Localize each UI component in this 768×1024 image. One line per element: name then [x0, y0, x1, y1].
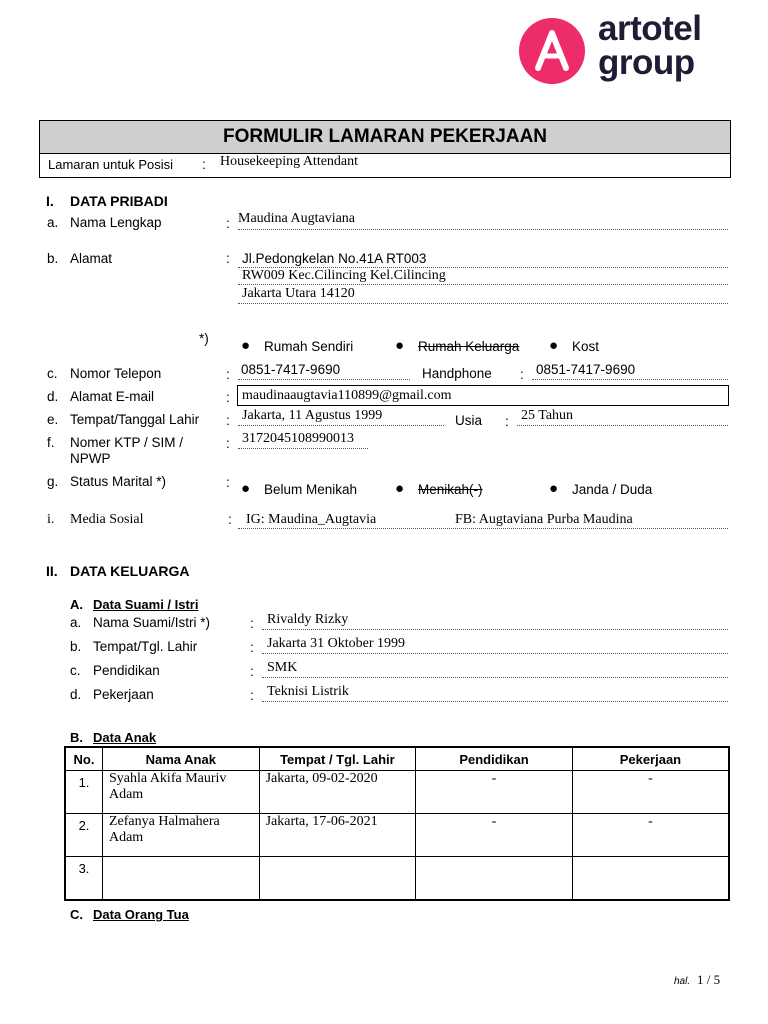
nama-letter: a.	[47, 215, 59, 230]
colon: :	[226, 436, 230, 451]
colon: :	[226, 251, 230, 266]
email-label: Alamat E-mail	[70, 389, 155, 404]
form-title-box	[39, 120, 731, 178]
sosmed-fb[interactable]: FB: Augtaviana Purba Maudina	[455, 512, 633, 527]
anak-cell-nama[interactable]: Zefanya Halmahera Adam	[102, 814, 259, 857]
suami-pekerjaan-field[interactable]: Teknisi Listrik	[262, 684, 728, 702]
footer-hal-label: hal.	[674, 976, 691, 987]
anak-cell-pendidikan[interactable]	[416, 857, 573, 901]
anak-cell-pekerjaan[interactable]: -	[572, 814, 729, 857]
colon: :	[226, 367, 230, 382]
footer-page-number: 1 / 5	[697, 972, 721, 987]
usia-label: Usia	[455, 413, 483, 428]
marital-option-menikah[interactable]: Menikah(-)	[418, 482, 483, 497]
suami-pendidikan-label: Pendidikan	[93, 663, 160, 678]
anak-cell-no: 1.	[65, 771, 102, 814]
suami-title: Data Suami / Istri	[93, 597, 199, 612]
form-title: FORMULIR LAMARAN PEKERJAAN	[40, 121, 730, 154]
suami-pekerjaan-label: Pekerjaan	[93, 687, 154, 702]
logo-a-icon	[519, 18, 585, 84]
logo-line-1: artotel	[598, 9, 702, 48]
anak-header-pendidikan: Pendidikan	[416, 747, 573, 771]
anak-cell-pekerjaan[interactable]	[572, 857, 729, 901]
anak-table-header-row	[65, 747, 729, 771]
bullet-icon: ●	[241, 480, 251, 497]
ktp-letter: f.	[47, 435, 55, 450]
anak-cell-pendidikan[interactable]: -	[416, 814, 573, 857]
table-row	[65, 857, 729, 901]
alamat-line-1[interactable]: Jl.Pedongkelan No.41A RT003	[242, 251, 427, 266]
anak-letter: B.	[70, 730, 83, 745]
ktp-field[interactable]: 3172045108990013	[238, 431, 368, 449]
anak-cell-ttl[interactable]: Jakarta, 09-02-2020	[259, 771, 416, 814]
ortu-title: Data Orang Tua	[93, 907, 189, 922]
bullet-icon: ●	[549, 337, 559, 354]
sosmed-ig[interactable]: IG: Maudina_Augtavia	[246, 512, 377, 527]
marital-letter: g.	[47, 474, 59, 489]
telepon-label: Nomor Telepon	[70, 366, 162, 381]
marital-option-janda-duda[interactable]: Janda / Duda	[572, 482, 653, 497]
alamat-line-2[interactable]: RW009 Kec.Cilincing Kel.Cilincing	[238, 268, 728, 285]
rumah-option-keluarga[interactable]: Rumah Keluarga	[418, 339, 520, 354]
table-row	[65, 771, 729, 814]
rumah-option-kost[interactable]: Kost	[572, 339, 600, 354]
marital-option-belum[interactable]: Belum Menikah	[264, 482, 358, 497]
ktp-label-line-2: NPWP	[70, 451, 111, 466]
anak-header-nama: Nama Anak	[102, 747, 259, 771]
anak-cell-nama[interactable]: Syahla Akifa Mauriv Adam	[102, 771, 259, 814]
anak-title: Data Anak	[93, 730, 157, 745]
suami-nama-letter: a.	[70, 615, 82, 630]
section-1-number: I.	[46, 193, 54, 209]
posisi-label: Lamaran untuk Posisi	[48, 157, 174, 172]
colon: :	[226, 413, 230, 428]
marital-label: Status Marital *)	[70, 474, 167, 489]
posisi-field[interactable]: Housekeeping Attendant	[220, 154, 359, 169]
colon: :	[520, 367, 524, 382]
logo-line-2: group	[598, 43, 695, 82]
suami-nama-label: Nama Suami/Istri *)	[93, 615, 211, 630]
sosmed-label: Media Sosial	[70, 512, 144, 527]
sosmed-dotline	[238, 528, 728, 529]
ttl-field[interactable]: Jakarta, 11 Agustus 1999	[238, 408, 444, 426]
nama-field[interactable]: Maudina Augtaviana	[238, 211, 728, 230]
anak-cell-ttl[interactable]	[259, 857, 416, 901]
posisi-colon: :	[202, 157, 206, 172]
colon: :	[250, 664, 254, 679]
anak-cell-no: 2.	[65, 814, 102, 857]
suami-letter: A.	[70, 597, 83, 612]
section-2-number: II.	[46, 563, 58, 579]
colon: :	[226, 475, 230, 490]
telepon-letter: c.	[47, 366, 58, 381]
handphone-field[interactable]: 0851-7417-9690	[532, 362, 728, 380]
suami-nama-field[interactable]: Rivaldy Rizky	[262, 612, 728, 630]
anak-cell-no: 3.	[65, 857, 102, 901]
suami-pekerjaan-letter: d.	[70, 687, 82, 702]
table-row	[65, 814, 729, 857]
email-field[interactable]: maudinaaugtavia110899@gmail.com	[237, 385, 729, 406]
bullet-icon: ●	[549, 480, 559, 497]
colon: :	[228, 512, 232, 527]
anak-header-no: No.	[65, 747, 102, 771]
colon: :	[250, 688, 254, 703]
rumah-marker: *)	[199, 331, 209, 346]
bullet-icon: ●	[395, 337, 405, 354]
artotel-logo-mark	[519, 18, 585, 84]
usia-field[interactable]: 25 Tahun	[517, 408, 728, 426]
ttl-letter: e.	[47, 412, 59, 427]
anak-header-pekerjaan: Pekerjaan	[572, 747, 729, 771]
colon: :	[226, 390, 230, 405]
email-letter: d.	[47, 389, 59, 404]
colon: :	[250, 640, 254, 655]
section-2-title: DATA KELUARGA	[70, 563, 190, 579]
suami-pendidikan-field[interactable]: SMK	[262, 660, 728, 678]
anak-header-ttl: Tempat / Tgl. Lahir	[259, 747, 416, 771]
anak-cell-pendidikan[interactable]: -	[416, 771, 573, 814]
anak-cell-ttl[interactable]: Jakarta, 17-06-2021	[259, 814, 416, 857]
telepon-field[interactable]: 0851-7417-9690	[238, 362, 410, 380]
ktp-label-line-1: Nomer KTP / SIM /	[70, 435, 184, 450]
suami-pendidikan-letter: c.	[70, 663, 81, 678]
section-1-title: DATA PRIBADI	[70, 193, 168, 209]
anak-table	[64, 746, 730, 901]
ttl-label: Tempat/Tanggal Lahir	[70, 412, 200, 427]
sosmed-letter: i.	[47, 512, 55, 527]
bullet-icon: ●	[241, 337, 251, 354]
ortu-letter: C.	[70, 907, 83, 922]
alamat-letter: b.	[47, 251, 59, 266]
colon: :	[250, 616, 254, 631]
handphone-label: Handphone	[422, 366, 492, 381]
suami-ttl-label: Tempat/Tgl. Lahir	[93, 639, 198, 654]
suami-ttl-field[interactable]: Jakarta 31 Oktober 1999	[262, 636, 728, 654]
nama-label: Nama Lengkap	[70, 215, 162, 230]
colon: :	[505, 414, 509, 429]
bullet-icon: ●	[395, 480, 405, 497]
suami-ttl-letter: b.	[70, 639, 82, 654]
anak-cell-pekerjaan[interactable]: -	[572, 771, 729, 814]
rumah-option-sendiri[interactable]: Rumah Sendiri	[264, 339, 354, 354]
colon: :	[226, 216, 230, 231]
artotel-logo-text	[598, 9, 702, 82]
anak-cell-nama[interactable]	[102, 857, 259, 901]
alamat-label: Alamat	[70, 251, 113, 266]
alamat-line-3[interactable]: Jakarta Utara 14120	[238, 286, 728, 304]
